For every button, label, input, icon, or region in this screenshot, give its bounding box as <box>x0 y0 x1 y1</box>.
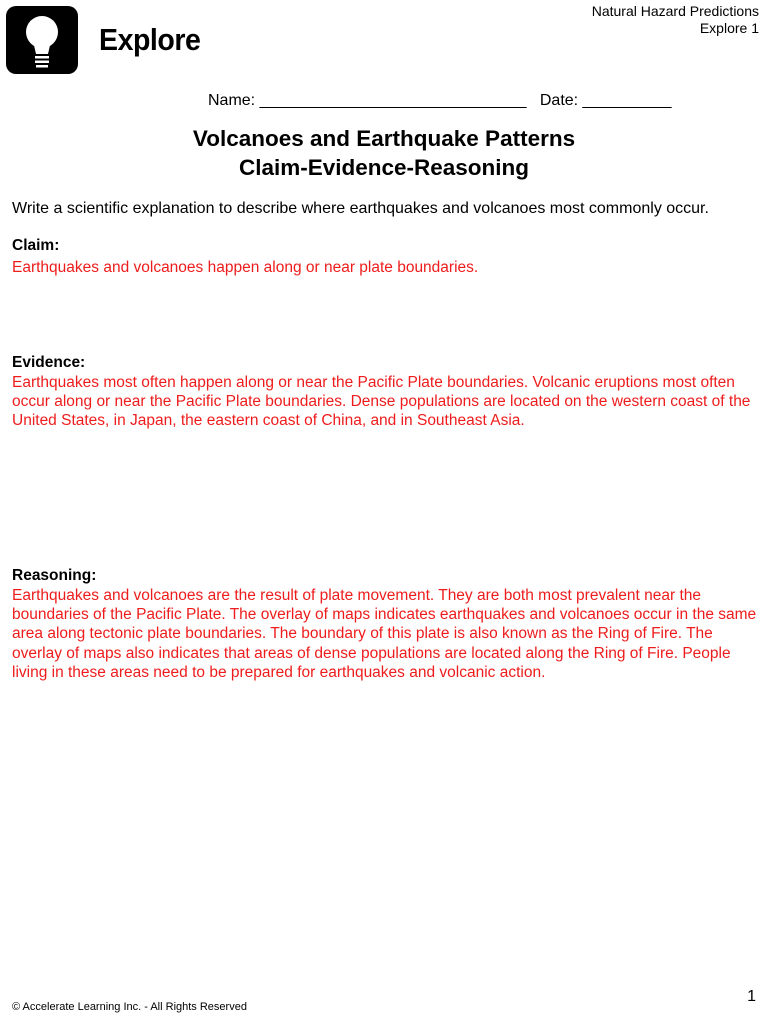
copyright-footer: © Accelerate Learning Inc. - All Rights Reserved <box>12 1001 247 1013</box>
header-info <box>592 3 759 37</box>
page-number: 1 <box>747 988 756 1005</box>
claim-label: Claim: <box>12 237 60 254</box>
evidence-answer: Earthquakes most often happen along or near the Pacific Plate boundaries. Volcanic eruptions most often occur along or near the Pacific Plate boundaries. Dense populations are located on the western coast of the United States, in Japan, the eastern coast of China, and in Southeast Asia. <box>12 374 751 430</box>
subsection-title: Explore 1 <box>699 20 759 36</box>
explore-logo <box>6 6 78 74</box>
page-subtitle: Claim-Evidence-Reasoning <box>238 155 530 180</box>
prompt-text: Write a scientific explanation to describe where earthquakes and volcanoes most commonly occur. <box>12 200 709 217</box>
section-title: Explore <box>99 22 201 57</box>
reasoning-answer: Earthquakes and volcanoes are the result of plate movement. They are both most prevalent near the boundaries of the Pacific Plate. The overlay of maps indicates earthquakes and volcanoes occur in the same area along tectonic plate boundaries. The boundary of this plate is also known as the Ring of Fire. The overlay of maps also indicates that areas of dense populations are located along the Ring of Fire. People living in these areas need to be prepared for earthquakes and volcanic action. <box>12 587 757 681</box>
name-date-field: Name: ______________________________ Date: __________ <box>208 92 672 109</box>
reasoning-label: Reasoning: <box>12 567 97 584</box>
claim-answer: Earthquakes and volcanoes happen along or near plate boundaries. <box>12 259 479 276</box>
lightbulb-icon <box>6 6 78 74</box>
page-title: Volcanoes and Earthquake Patterns <box>192 126 576 151</box>
unit-title: Natural Hazard Predictions <box>591 3 759 19</box>
evidence-label: Evidence: <box>12 354 86 371</box>
